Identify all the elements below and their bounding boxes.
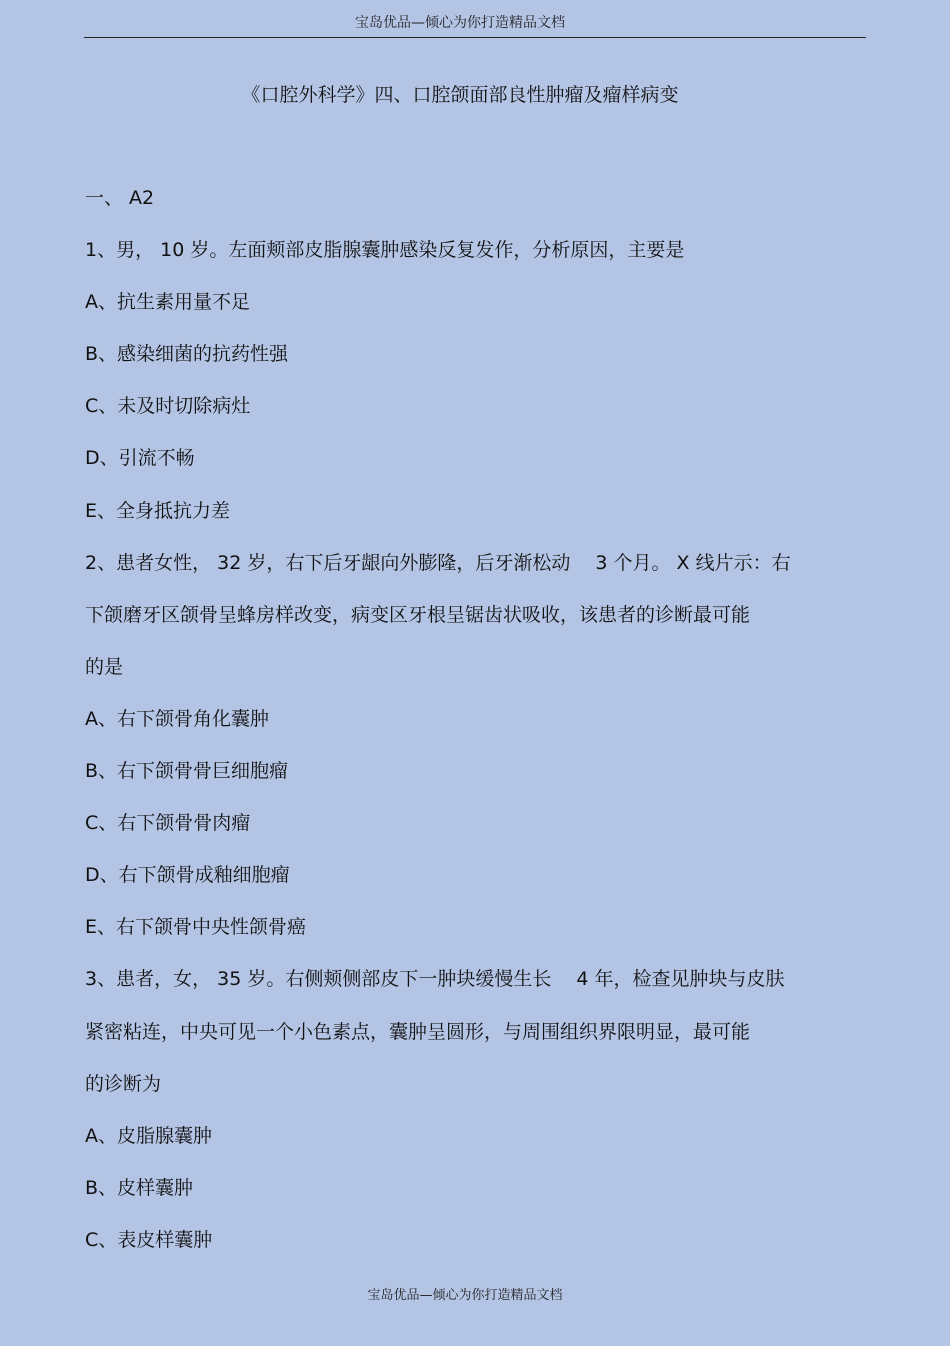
- q3-option-c: C、表皮样囊肿: [85, 1228, 213, 1251]
- q2-option-c: C、右下颌骨骨肉瘤: [85, 812, 251, 835]
- question-2-line-2: 下颌磨牙区颌骨呈蜂房样改变，病变区牙根呈锯齿状吸收，该患者的诊断最可能: [85, 603, 751, 626]
- q2-option-b: B、右下颌骨骨巨细胞瘤: [85, 760, 289, 783]
- footer-text: 宝岛优品—倾心为你打造精品文档: [367, 1288, 563, 1303]
- question-3-line-1: 3、患者，女， 35 岁。右侧颊侧部皮下一肿块缓慢生长 4 年，检查见肿块与皮肤: [85, 968, 785, 991]
- q1-option-d: D、引流不畅: [85, 447, 195, 470]
- question-3-line-3: 的诊断为: [85, 1072, 162, 1095]
- question-2-line-1: 2、患者女性， 32 岁，右下后牙龈向外膨隆，后牙渐松动 3 个月。 X 线片示：右: [85, 551, 791, 574]
- q1-option-c: C、未及时切除病灶: [85, 395, 251, 418]
- q3-option-a: A、皮脂腺囊肿: [85, 1124, 212, 1147]
- document-title: 《口腔外科学》四、口腔颌面部良性肿瘤及瘤样病变: [241, 84, 679, 106]
- q1-option-b: B、感染细菌的抗药性强: [85, 343, 289, 366]
- question-1: 1、男， 10 岁。左面颊部皮脂腺囊肿感染反复发作，分析原因，主要是: [85, 239, 685, 262]
- header-divider: [84, 37, 866, 38]
- section-heading: 一、 A2: [85, 187, 155, 209]
- document-body: [85, 184, 875, 1278]
- question-3-line-2: 紧密粘连，中央可见一个小色素点，囊肿呈圆形，与周围组织界限明显，最可能: [85, 1020, 751, 1043]
- question-2-line-3: 的是: [85, 655, 124, 678]
- q2-option-a: A、右下颌骨角化囊肿: [85, 707, 269, 730]
- header-text: 宝岛优品—倾心为你打造精品文档: [355, 15, 565, 31]
- q1-option-e: E、全身抵抗力差: [85, 499, 231, 522]
- q2-option-d: D、右下颌骨成釉细胞瘤: [85, 864, 290, 887]
- q3-option-b: B、皮样囊肿: [85, 1176, 194, 1199]
- q2-option-e: E、右下颌骨中央性颌骨癌: [85, 916, 307, 939]
- q1-option-a: A、抗生素用量不足: [85, 291, 250, 314]
